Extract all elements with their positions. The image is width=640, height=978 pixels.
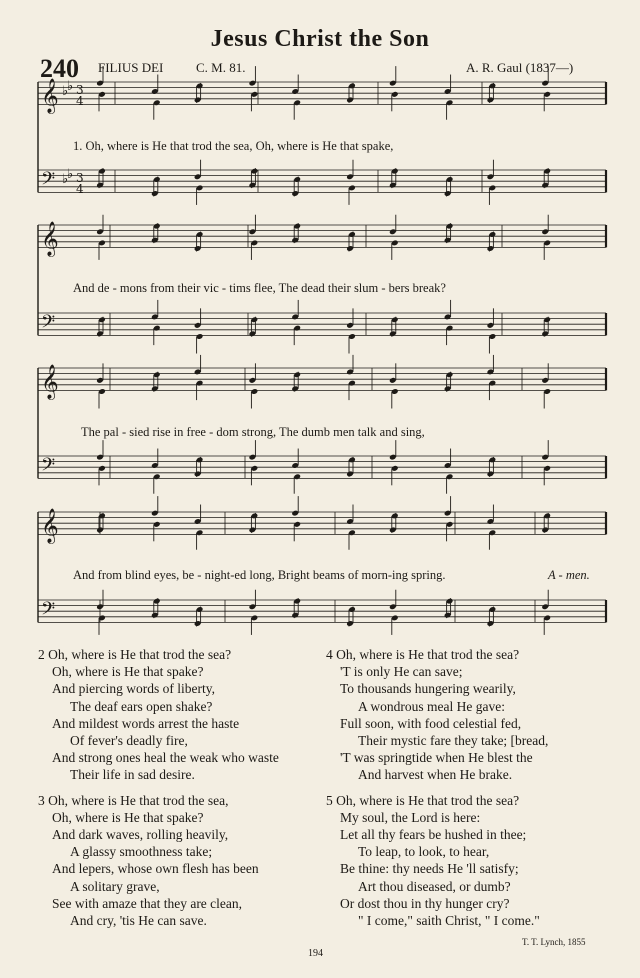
- verse-line: Their life in sad desire.: [70, 767, 195, 783]
- text-author-credit: T. T. Lynch, 1855: [522, 937, 586, 947]
- verse-line: 'T was springtide when He blest the: [340, 750, 533, 766]
- verse-line: A wondrous meal He gave:: [358, 698, 505, 714]
- verse-line: Full soon, with food celestial fed,: [340, 715, 522, 731]
- verse-line: To leap, to look, to hear,: [358, 844, 490, 860]
- verse-line: Of fever's deadly fire,: [70, 733, 188, 749]
- verse-5: [326, 792, 616, 930]
- lyric-line-2: And de - mons from their vic - tims flee, The dead their slum - bers break?: [73, 281, 446, 295]
- verse-line: Their mystic fare they take; [bread,: [358, 733, 549, 749]
- verse-line: " I come," saith Christ, " I come.": [358, 913, 540, 929]
- verse-line: And cry, 'tis He can save.: [70, 913, 207, 929]
- staff-lines: [38, 79, 606, 624]
- verse-line: A solitary grave,: [70, 878, 160, 894]
- hymn-meter: C. M. 81.: [196, 60, 246, 75]
- verse-line: 'T is only He can save;: [340, 664, 463, 680]
- verse-line: Oh, where is He that spake?: [52, 664, 204, 680]
- verse-line: Oh, where is He that trod the sea?: [48, 647, 232, 662]
- verse-3: [38, 792, 328, 930]
- verse-line: Let all thy fears be hushed in thee;: [340, 827, 527, 843]
- music-glyph: 𝄞: [41, 508, 59, 544]
- verse-line: And piercing words of liberty,: [52, 681, 215, 697]
- verse-line: To thousands hungering wearily,: [340, 681, 516, 697]
- verse-number: 2: [38, 647, 45, 662]
- verse-line: And lepers, whose own flesh has been: [52, 861, 259, 877]
- verse-number: 4: [326, 647, 333, 662]
- lyric-line-4: And from blind eyes, be - night-ed long, Bright beams of morn-ing spring.: [73, 568, 446, 582]
- verse-line: Art thou diseased, or dumb?: [358, 878, 511, 894]
- music-glyph: 𝄢: [41, 168, 56, 194]
- music-glyph: 𝄞: [41, 221, 59, 257]
- verses-right-column: [326, 646, 616, 929]
- amen-lyric: A - men.: [548, 568, 590, 582]
- verse-line: Oh, where is He that trod the sea?: [336, 792, 520, 808]
- verse-line: The deaf ears open shake?: [70, 698, 213, 714]
- music-glyph: ♭: [62, 172, 69, 187]
- verse-line: Or dost thou in thy hunger cry?: [340, 895, 510, 911]
- hymn-section-title: Jesus Christ the Son: [210, 26, 430, 52]
- verse-line: My soul, the Lord is here:: [340, 809, 481, 825]
- verse-line: Oh, where is He that spake?: [52, 809, 204, 825]
- verse-line: Oh, where is He that trod the sea?: [336, 647, 520, 662]
- music-glyph: ♭: [67, 79, 74, 94]
- verses-left-column: [38, 646, 328, 929]
- music-glyph: 4: [76, 182, 84, 196]
- verse-number: 3: [38, 792, 45, 808]
- lyric-line-3: The pal - sied rise in free - dom strong, The dumb men talk and sing,: [81, 425, 425, 439]
- lyric-line-1: 1. Oh, where is He that trod the sea, Oh, where is He that spake,: [73, 139, 394, 153]
- composer-credit: A. R. Gaul (1837—): [466, 60, 574, 75]
- page-number: 194: [308, 948, 323, 959]
- music-glyph: 𝄢: [41, 598, 56, 624]
- music-glyph: 3: [76, 171, 84, 185]
- music-glyph: 𝄞: [41, 78, 59, 114]
- verse-number: 5: [326, 792, 333, 808]
- music-glyph: ♭: [62, 84, 69, 99]
- music-glyph: 𝄢: [41, 454, 56, 480]
- music-glyph: ♭: [67, 167, 74, 182]
- verse-2: [38, 646, 328, 784]
- hymn-number: 240: [40, 54, 79, 83]
- verse-line: See with amaze that they are clean,: [52, 895, 243, 911]
- music-glyph: 𝄞: [41, 364, 59, 400]
- music-glyph: 4: [76, 94, 84, 108]
- verse-line: And dark waves, rolling heavily,: [52, 827, 229, 843]
- music-glyph: 3: [76, 83, 84, 97]
- verse-line: And strong ones heal the weak who waste: [52, 750, 279, 766]
- verse-line: A glassy smoothness take;: [70, 844, 213, 860]
- tune-name: FILIUS DEI: [98, 60, 164, 75]
- verse-line: Oh, where is He that trod the sea,: [48, 792, 229, 808]
- verse-line: Be thine: thy needs He 'll satisfy;: [340, 861, 519, 877]
- verse-line: And mildest words arrest the haste: [52, 715, 240, 731]
- verse-4: [326, 646, 616, 784]
- verse-line: And harvest when He brake.: [358, 767, 513, 783]
- music-glyph: 𝄢: [41, 311, 56, 337]
